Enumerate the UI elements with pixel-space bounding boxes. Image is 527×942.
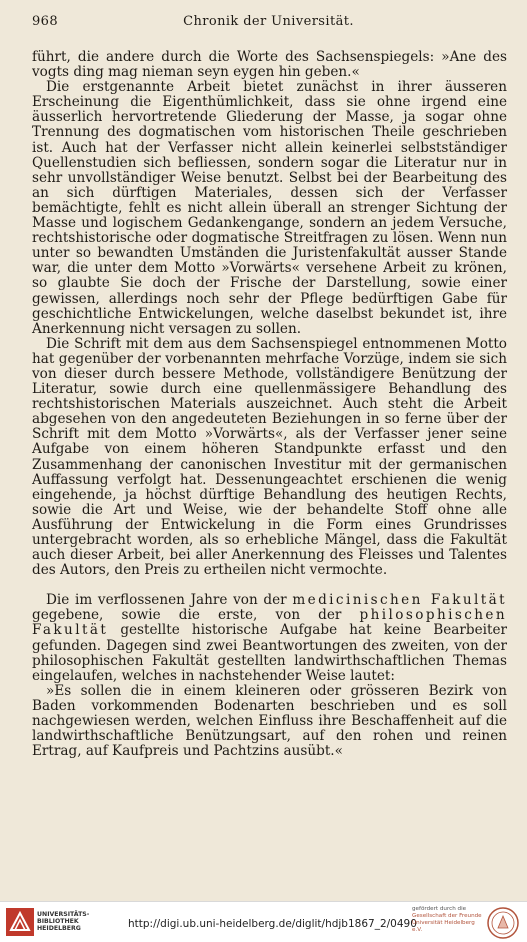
sponsor-label: gefördert durch die: [412, 906, 467, 912]
paragraph-3: Die Schrift mit dem aus dem Sachsenspiegel entnommenen Motto hat gegenüber der vorbenannten mehrfache Vorzüge, indem sie sich von dieser durch bessere Methode, vollständigere Benützung der Literatur, sowie durch eine quellenmässigere Behandlung des rechtshistorischen Materials auszeichnet. Auch steht die Arbeit abgesehen von den angedeuteten Beziehungen in so ferne über der Schrift mit dem Motto »Vorwärts«, als der Verfasser jener seine Aufgabe von einem höheren Standpunkte erfasst und den Zusammenhang der canonischen Investitur mit der germanischen Auffassung verfolgt hat. Dessenungeachtet erschienen die wenig eingehende, ja höchst dürftige Behandlung des heutigen Rechts, sowie die Art und Weise, wie der behandelte Stoff ohne alle Ausführung der Entwickelung in die Form eines Grundrisses untergebracht worden, als so erhebliche Mängel, dass die Fakultät auch dieser Arbeit, bei aller Anerkennung des Fleisses und Talentes des Autors, den Preis zu ertheilen nicht vermochte.: [32, 335, 507, 579]
ub-heidelberg-logo-icon[interactable]: [6, 908, 34, 936]
sponsor-line-2: Universität Heidelberg e.V.: [412, 920, 475, 933]
viewer-footer: [0, 901, 527, 942]
library-line-3: HEIDELBERG: [37, 925, 81, 932]
paragraph-4-part-1: Die im verflossenen Jahre von der: [46, 592, 293, 609]
philosophical-faculty-spaced: philosophischen Fakultät: [32, 607, 507, 639]
paragraph-1: führt, die andere durch die Worte des Sachsenspiegels: »Ane des vogts ding mag nieman seyn eygen hin geben.«: [32, 49, 507, 81]
paragraph-4-part-3: gestellte historische Aufgabe hat keine Bearbeiter gefunden. Dagegen sind zwei Beantwortungen des zweiten, von der philosophischen Fakultät gestellten landwirthschaftlichen Themas eingelaufen, welches in nachstehender Weise lautet:: [32, 622, 507, 684]
paragraph-2: Die erstgenannte Arbeit bietet zunächst in ihrer äusseren Erscheinung die Eigenthümlichkeit, dass sie ohne irgend eine äusserlich hervortretende Gliederung der Masse, ja sogar ohne Trennung des dogmatischen vom historischen Theile geschrieben ist. Auch hat der Verfasser nicht allein keinerlei selbstständiger Quellenstudien sich befliessen, sondern sogar die Literatur nur in sehr unvollständiger Weise benutzt. Selbst bei der Bearbeitung des an sich dürftigen Materiales, dessen sich der Verfasser bemächtigte, fehlt es nicht allein überall an strenger Sichtung der Masse und logischem Gedankengange, sondern an jedem Versuche, rechtshistorische oder dogmatische Streitfragen zu lösen. Wenn nun unter so bewandten Umständen die Juristenfakultät ausser Stande war, die unter dem Motto »Vorwärts« versehene Arbeit zu krönen, so glaubte Sie doch der Frische der Darstellung, sowie einer gewissen, allerdings noch sehr der Pflege bedürftigen Gabe für geschichtliche Entwickelungen, welche daselbst bekundet ist, ihre Anerkennung nicht versagen zu sollen.: [32, 79, 507, 337]
sponsor-line-1: Gesellschaft der Freunde: [412, 913, 482, 919]
library-line-2: BIBLIOTHEK: [37, 918, 79, 925]
permalink-url[interactable]: http://digi.ub.uni-heidelberg.de/diglit/hdjb1867_2/0490: [128, 918, 417, 930]
library-name: [37, 911, 89, 932]
body-text: [32, 50, 507, 759]
quote-paragraph: »Es sollen die in einem kleineren oder grösseren Bezirk von Baden vorkommenden Bodenarten beschrieben und es soll nachgewiesen werden, welchen Einfluss ihre Beschaffenheit auf die landwirthschaftliche Benützungsart, auf den rohen und reinen Ertrag, auf Kaufpreis und Pachtzins ausübt.«: [32, 682, 507, 760]
paragraph-4: [32, 593, 507, 684]
medical-faculty-spaced: medicinischen Fakultät: [292, 592, 507, 609]
page-header: [32, 8, 505, 32]
university-seal-icon[interactable]: [487, 907, 519, 939]
page-number: 968: [32, 14, 59, 29]
sponsor-note: [412, 906, 482, 934]
running-title: Chronik der Universität.: [183, 14, 354, 29]
paragraph-4-part-2: gegebene, sowie die erste, von der: [32, 607, 360, 624]
library-line-1: UNIVERSITÄTS-: [37, 911, 90, 918]
